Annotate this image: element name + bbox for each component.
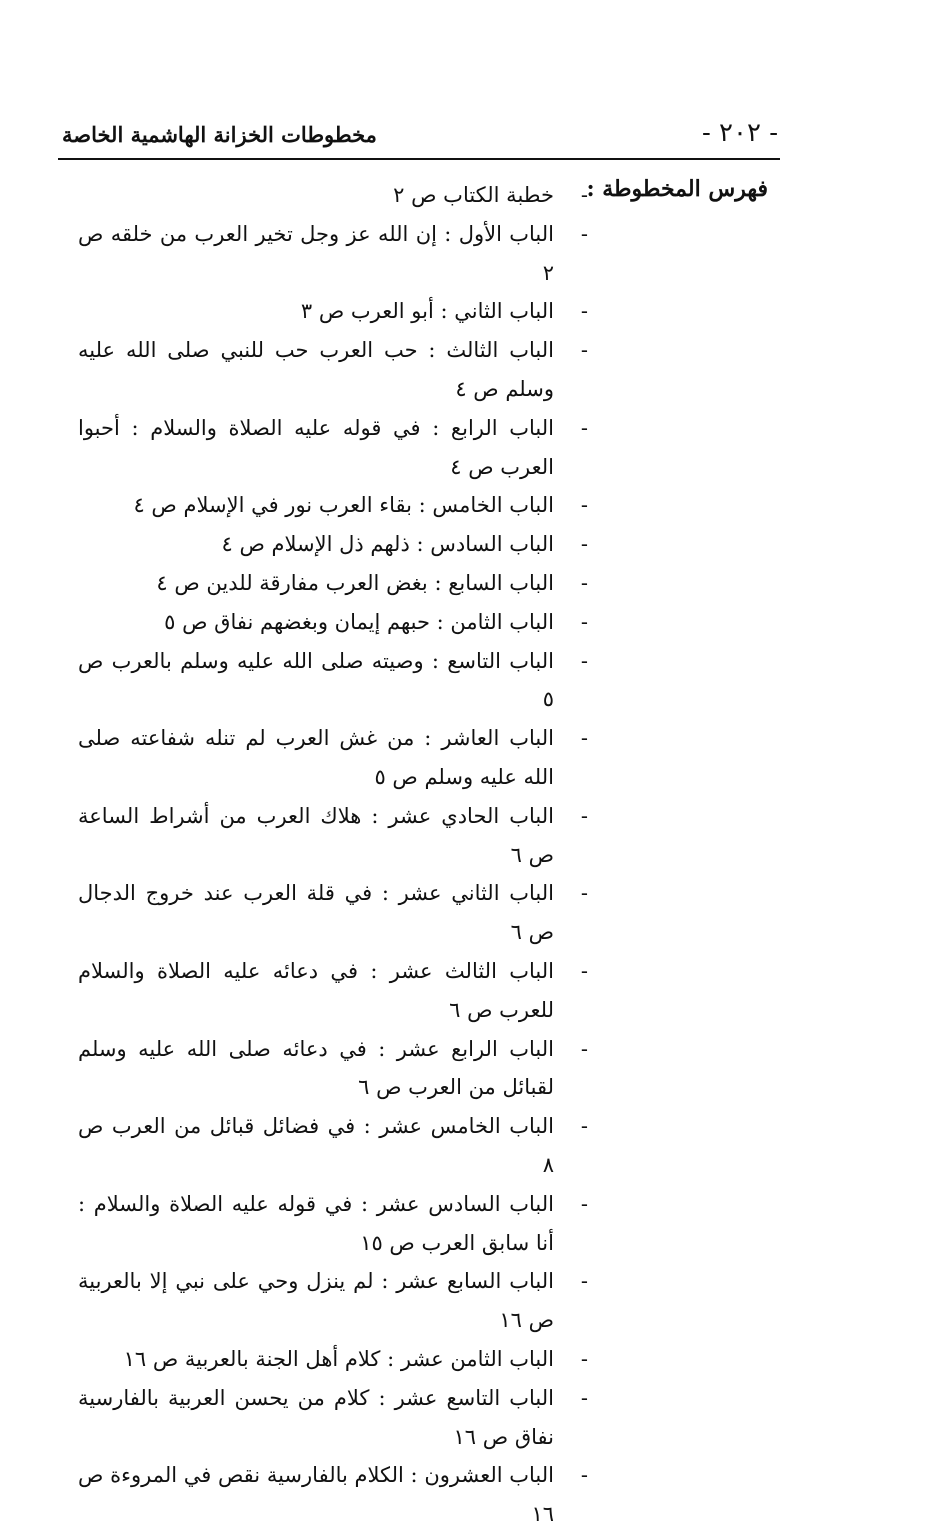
contents-item: - الباب السابع : بغض العرب مفارقة للدين ص ٤ (78, 564, 588, 603)
header-rule (58, 158, 780, 160)
contents-item: - الباب الأول : إن الله عز وجل تخير العرب من خلقه ص ٢ (78, 215, 588, 293)
contents-item: - الباب الثاني عشر : في قلة العرب عند خروج الدجال ص ٦ (78, 874, 588, 952)
contents-item: - الباب الرابع عشر : في دعائه صلى الله عليه وسلم لقبائل من العرب ص ٦ (78, 1030, 588, 1108)
contents-item: - الباب الثامن عشر : كلام أهل الجنة بالعربية ص ١٦ (78, 1340, 588, 1379)
contents-item: - الباب التاسع : وصيته صلى الله عليه وسلم بالعرب ص ٥ (78, 642, 588, 720)
contents-item: - الباب الثاني : أبو العرب ص ٣ (78, 292, 588, 331)
section-heading: فهرس المخطوطة : (586, 176, 768, 202)
contents-item: - الباب السادس : ذلهم ذل الإسلام ص ٤ (78, 525, 588, 564)
contents-item: - الباب التاسع عشر : كلام من يحسن العربية بالفارسية نفاق ص ١٦ (78, 1379, 588, 1457)
contents-item: - الباب الحادي عشر : هلاك العرب من أشراط الساعة ص ٦ (78, 797, 588, 875)
page-number: - ٢٠٢ - (701, 118, 778, 148)
contents-item: - الباب الرابع : في قوله عليه الصلاة والسلام : أحبوا العرب ص ٤ (78, 409, 588, 487)
contents-item: - الباب الخامس عشر : في فضائل قبائل من العرب ص ٨ (78, 1107, 588, 1185)
contents-item: - الباب الثالث : حب العرب حب للنبي صلى الله عليه وسلم ص ٤ (78, 331, 588, 409)
contents-item: - الباب العاشر : من غش العرب لم تنله شفاعته صلى الله عليه وسلم ص ٥ (78, 719, 588, 797)
contents-item: - الباب العشرون : الكلام بالفارسية نقص في المروءة ص ١٦ (78, 1456, 588, 1534)
contents-item: - الباب السادس عشر : في قوله عليه الصلاة والسلام : أنا سابق العرب ص ١٥ (78, 1185, 588, 1263)
contents-item: - خطبة الكتاب ص ٢ (78, 176, 588, 215)
contents-item: - الباب الثالث عشر : في دعائه عليه الصلاة والسلام للعرب ص ٦ (78, 952, 588, 1030)
page-header (62, 114, 778, 156)
contents-item: - الباب الثامن : حبهم إيمان وبغضهم نفاق ص ٥ (78, 603, 588, 642)
manuscript-contents-list (78, 176, 588, 1534)
contents-item: - الباب الخامس : بقاء العرب نور في الإسلام ص ٤ (78, 486, 588, 525)
contents-item: - الباب السابع عشر : لم ينزل وحي على نبي إلا بالعربية ص ١٦ (78, 1262, 588, 1340)
running-title: مخطوطات الخزانة الهاشمية الخاصة (62, 122, 377, 147)
